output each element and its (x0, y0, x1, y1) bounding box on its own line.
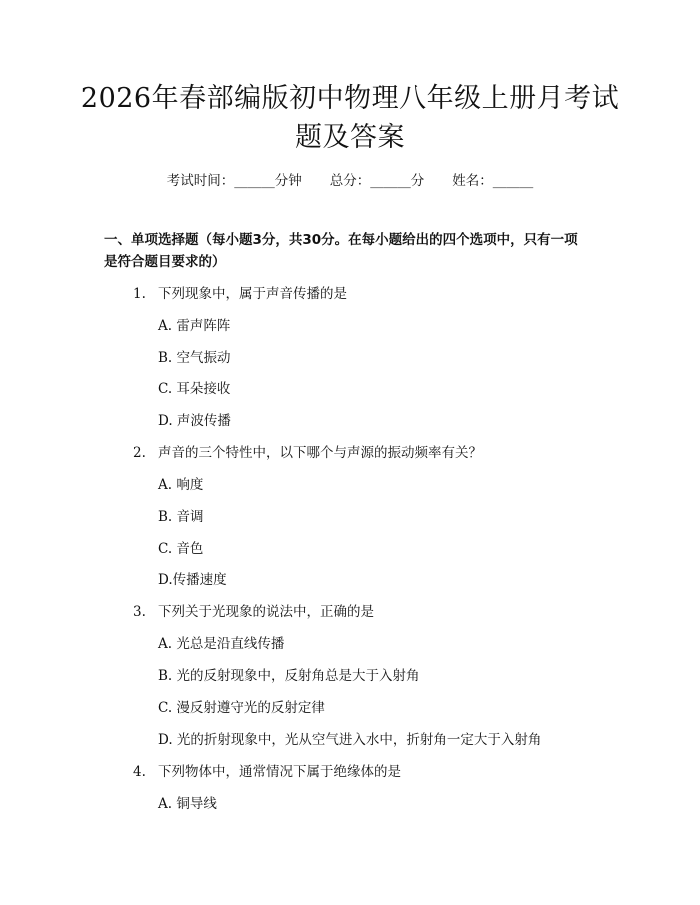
question-1-option-b: B. 空气振动 (158, 350, 231, 366)
question-2-option-d: D.传播速度 (158, 572, 227, 588)
question-4-option-a: A. 铜导线 (158, 796, 217, 812)
question-number: 1. (133, 286, 146, 302)
question-2 (133, 441, 482, 461)
question-number: 4. (133, 764, 146, 780)
question-3-option-d: D. 光的折射现象中，光从空气进入水中，折射角一定大于入射角 (158, 732, 542, 748)
question-4 (133, 760, 401, 780)
question-text: 声音的三个特性中，以下哪个与声源的振动频率有关？ (158, 445, 482, 461)
section-heading-line-2: 是符合题目要求的） (104, 254, 226, 270)
question-3 (133, 600, 374, 620)
section-heading-line-1: 一、单项选择题（每小题3分，共30分。在每小题给出的四个选项中，只有一项 (104, 232, 578, 248)
question-text: 下列关于光现象的说法中，正确的是 (158, 604, 374, 620)
question-number: 3. (133, 604, 146, 620)
total-score-field: 总分：______分 (329, 173, 425, 189)
question-3-option-b: B. 光的反射现象中，反射角总是大于入射角 (158, 668, 420, 684)
section-heading (104, 229, 614, 273)
question-1-option-a: A. 雷声阵阵 (158, 318, 231, 334)
exam-meta (0, 169, 700, 189)
question-3-option-c: C. 漫反射遵守光的反射定律 (158, 700, 325, 716)
question-number: 2. (133, 445, 146, 461)
question-3-option-a: A. 光总是沿直线传播 (158, 636, 285, 652)
question-2-option-a: A. 响度 (158, 477, 204, 493)
question-2-option-b: B. 音调 (158, 509, 204, 525)
exam-time-field: 考试时间：______分钟 (166, 173, 302, 189)
exam-title-line-1: 2026年春部编版初中物理八年级上册月考试 (80, 83, 620, 114)
exam-title-line-2: 题及答案 (295, 122, 405, 153)
question-2-option-c: C. 音色 (158, 541, 204, 557)
student-name-field: 姓名：______ (452, 173, 534, 189)
question-1 (133, 282, 347, 302)
question-text: 下列物体中，通常情况下属于绝缘体的是 (158, 764, 401, 780)
question-text: 下列现象中，属于声音传播的是 (158, 286, 347, 302)
question-1-option-d: D. 声波传播 (158, 413, 231, 429)
question-1-option-c: C. 耳朵接收 (158, 381, 231, 397)
